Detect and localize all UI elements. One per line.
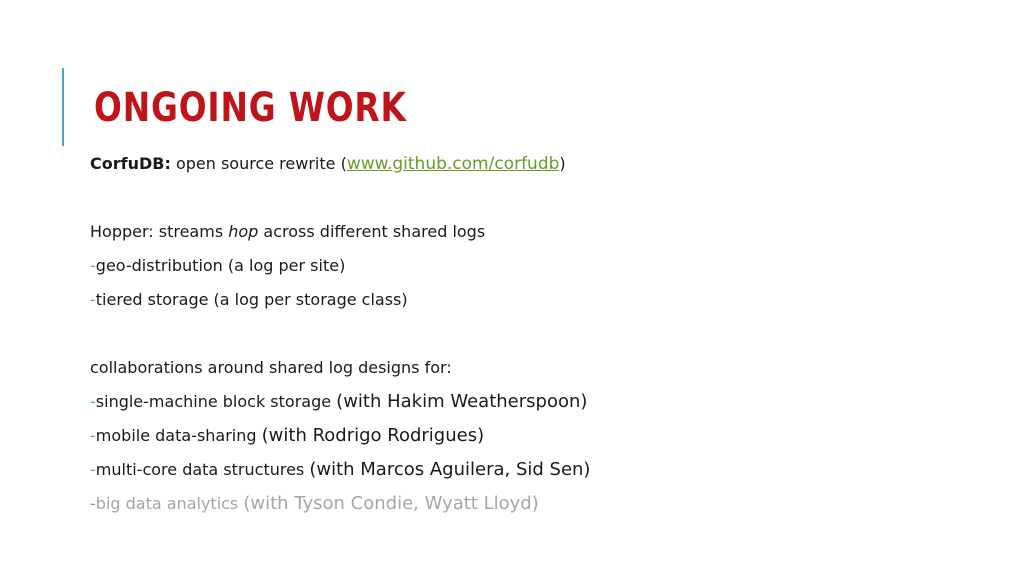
dash-bullet: - bbox=[90, 392, 96, 411]
hopper-item-text: tiered storage (a log per storage class) bbox=[95, 290, 408, 309]
collab-item-big-data bbox=[90, 492, 990, 526]
hopper-post: across different shared logs bbox=[258, 222, 486, 241]
collab-with: (with Tyson Condie, Wyatt Lloyd) bbox=[243, 493, 539, 514]
collab-item-multicore bbox=[90, 458, 990, 492]
corfudb-link[interactable]: www.github.com/corfudb bbox=[346, 154, 560, 174]
corfudb-line bbox=[90, 152, 990, 186]
hopper-item-tiered bbox=[90, 288, 990, 322]
collab-item-block-storage bbox=[90, 390, 990, 424]
dash-bullet: - bbox=[90, 256, 96, 275]
collab-item-mobile bbox=[90, 424, 990, 458]
title-accent-bar bbox=[62, 68, 64, 146]
spacer bbox=[90, 322, 990, 356]
spacer bbox=[90, 186, 990, 220]
hopper-line bbox=[90, 220, 990, 254]
slide-title: ONGOING WORK bbox=[94, 85, 407, 131]
collab-with: (with Marcos Aguilera, Sid Sen) bbox=[309, 459, 591, 480]
dash-bullet: - bbox=[90, 426, 96, 445]
collab-heading: collaborations around shared log designs for: bbox=[90, 358, 452, 377]
hopper-item-geo bbox=[90, 254, 990, 288]
slide-body bbox=[90, 152, 990, 526]
collab-topic: single-machine block storage bbox=[95, 392, 337, 411]
corfudb-close: ) bbox=[559, 154, 566, 173]
collab-with: (with Hakim Weatherspoon) bbox=[336, 391, 588, 412]
collab-topic: mobile data-sharing bbox=[95, 426, 262, 445]
collab-topic: big data analytics bbox=[95, 494, 244, 513]
collab-with: (with Rodrigo Rodrigues) bbox=[261, 425, 485, 446]
dash-bullet: - bbox=[90, 290, 96, 309]
hopper-item-text: geo-distribution (a log per site) bbox=[95, 256, 346, 275]
collab-topic: multi-core data structures bbox=[95, 460, 310, 479]
corfudb-text: open source rewrite ( bbox=[170, 154, 347, 173]
corfudb-label: CorfuDB: bbox=[90, 154, 171, 173]
dash-bullet: - bbox=[90, 460, 96, 479]
hopper-em: hop bbox=[228, 222, 259, 241]
dash-bullet: - bbox=[90, 494, 96, 513]
hopper-pre: Hopper: streams bbox=[90, 222, 229, 241]
